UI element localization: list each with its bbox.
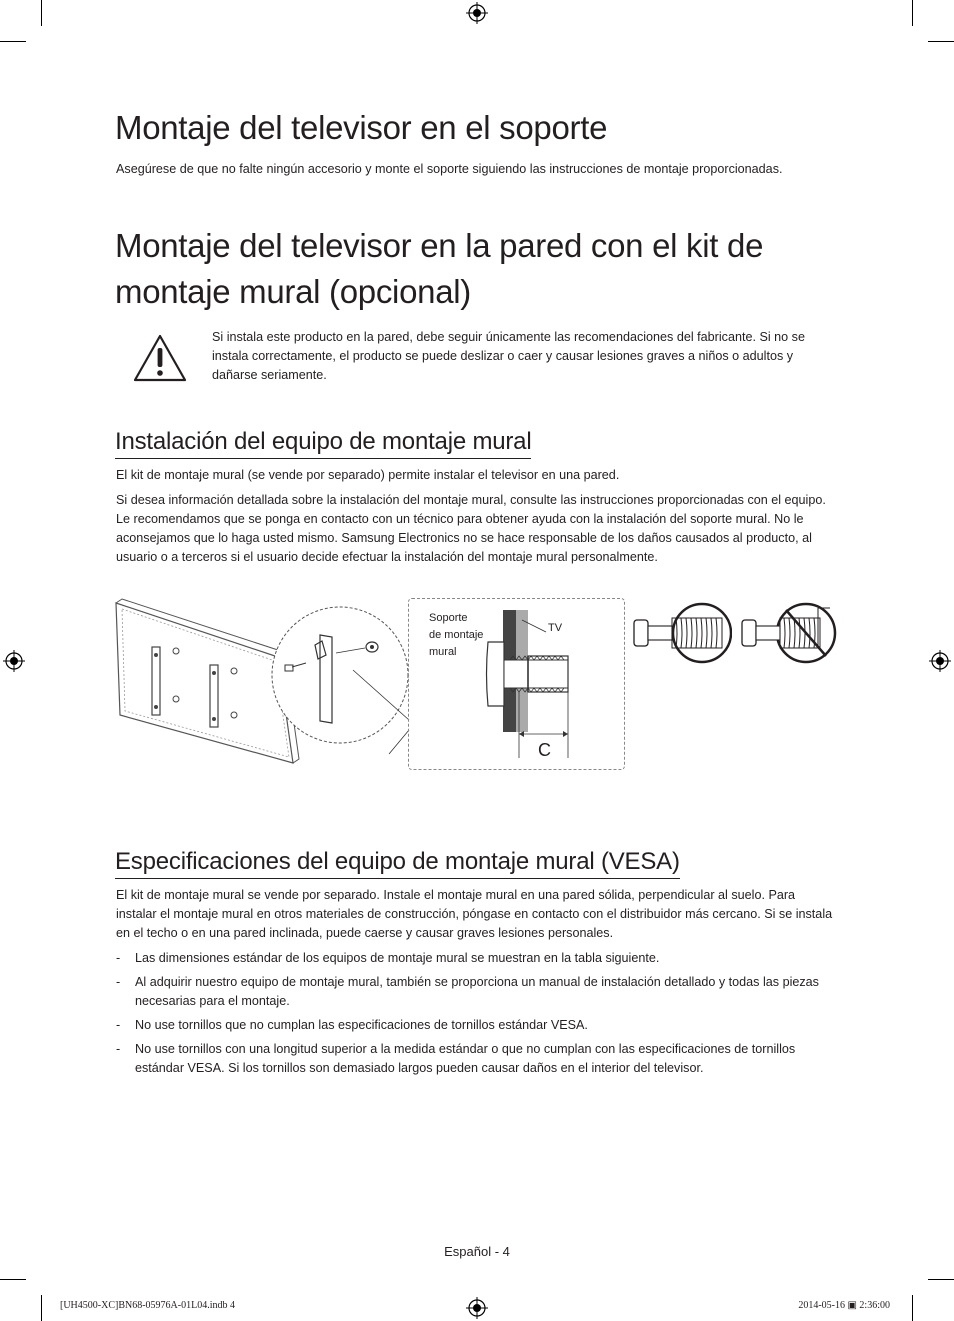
registration-target-icon (929, 650, 951, 672)
section-title-line: montaje mural (opcional) (115, 273, 471, 311)
correct-screw-icon (632, 601, 732, 665)
label-line: mural (429, 646, 457, 658)
print-footer-right: 2014-05-16 ▣ 2:36:00 (798, 1300, 890, 1311)
crop-mark (0, 1279, 26, 1280)
crop-mark (928, 41, 954, 42)
section-title-stand: Montaje del televisor en el soporte (115, 109, 608, 146)
list-item (116, 1040, 832, 1078)
crop-mark (41, 1295, 42, 1321)
registration-target-icon (466, 2, 488, 24)
bullet-dash: - (116, 1018, 121, 1032)
crop-mark (0, 41, 26, 42)
crop-mark (928, 1279, 954, 1280)
prohibited-screw-icon (740, 601, 840, 665)
vesa-para: El kit de montaje mural se vende por separado. Instale el montaje mural en una pared sólida, perpendicular al suelo. Para instalar el montaje mural en otros materiales de construcción, póngase en contacto con el distribuidor más cercano. Si se instala en el techo o en una pared inclinada, puede caerse y causar graves lesiones personales. (116, 888, 833, 940)
section-title-vesa-specs: Especificaciones del equipo de montaje mural (VESA) (115, 848, 680, 879)
bullet-dash: - (116, 951, 121, 965)
list-item-text: No use tornillos con una longitud superior a la medida estándar o que no cumplan con las especificaciones de tornillos estándar VESA. Si los tornillos son demasiado largos pueden causar daños en el interior del televisor. (135, 1042, 796, 1075)
label-tv: TV (548, 622, 563, 634)
page-number: Español - 4 (444, 1244, 510, 1259)
section-title-wall-mount (115, 226, 835, 313)
list-item (116, 1016, 832, 1035)
stand-instructions-text: Asegúrese de que no falte ningún accesorio y monte el soporte siguiendo las instrucciones de montaje proporcionadas. (116, 162, 783, 176)
registration-target-icon (3, 650, 25, 672)
section-title-installation: Instalación del equipo de montaje mural (115, 428, 531, 459)
registration-target-icon (466, 1297, 488, 1319)
bullet-dash: - (116, 1042, 121, 1056)
list-item (116, 973, 832, 1011)
installation-para-2: Si desea información detallada sobre la instalación del montaje mural, consulte las instrucciones proporcionadas con el equipo. Le recomendamos que se ponga en contacto con un técnico para obtener ayuda con la instalación del soporte mural. No le aconsejamos que lo haga usted mismo. Samsung Electronics no se hace responsable de los daños causados al producto, al usuario o a terceros si el usuario decide efectuar la instalación del montaje mural personalmente. (116, 493, 826, 564)
crop-mark (912, 0, 913, 26)
bullet-dash: - (116, 975, 121, 989)
crop-mark (912, 1295, 913, 1321)
zoom-callout-lines (345, 660, 415, 760)
label-wall-mount-bracket (429, 610, 483, 661)
installation-para-1: El kit de montaje mural (se vende por separado) permite instalar el televisor en una pared. (116, 468, 620, 482)
list-item (116, 949, 832, 968)
screw-cross-section-illustration (480, 610, 590, 760)
list-item-text: Las dimensiones estándar de los equipos de montaje mural se muestran en la tabla siguiente. (135, 951, 660, 965)
warning-triangle-icon (132, 333, 188, 383)
label-line: de montaje (429, 629, 484, 641)
warning-text: Si instala este producto en la pared, debe seguir únicamente las recomendaciones del fabricante. Si no se instala correctamente, el producto se puede deslizar o caer y causar lesiones graves a niños o adultos y dañarse seriamente. (212, 330, 805, 382)
crop-mark (41, 0, 42, 26)
section-title-line: Montaje del televisor en la pared con el kit de (115, 227, 764, 264)
label-dimension-c: C (538, 740, 551, 760)
list-item-text: No use tornillos que no cumplan las especificaciones de tornillos estándar VESA. (135, 1018, 588, 1032)
list-item-text: Al adquirir nuestro equipo de montaje mural, también se proporciona un manual de instalación detallado y todas las piezas necesarias para el montaje. (135, 975, 819, 1008)
print-footer-left: [UH4500-XC]BN68-05976A-01L04.indb 4 (60, 1300, 235, 1311)
label-line: Soporte (429, 612, 468, 624)
